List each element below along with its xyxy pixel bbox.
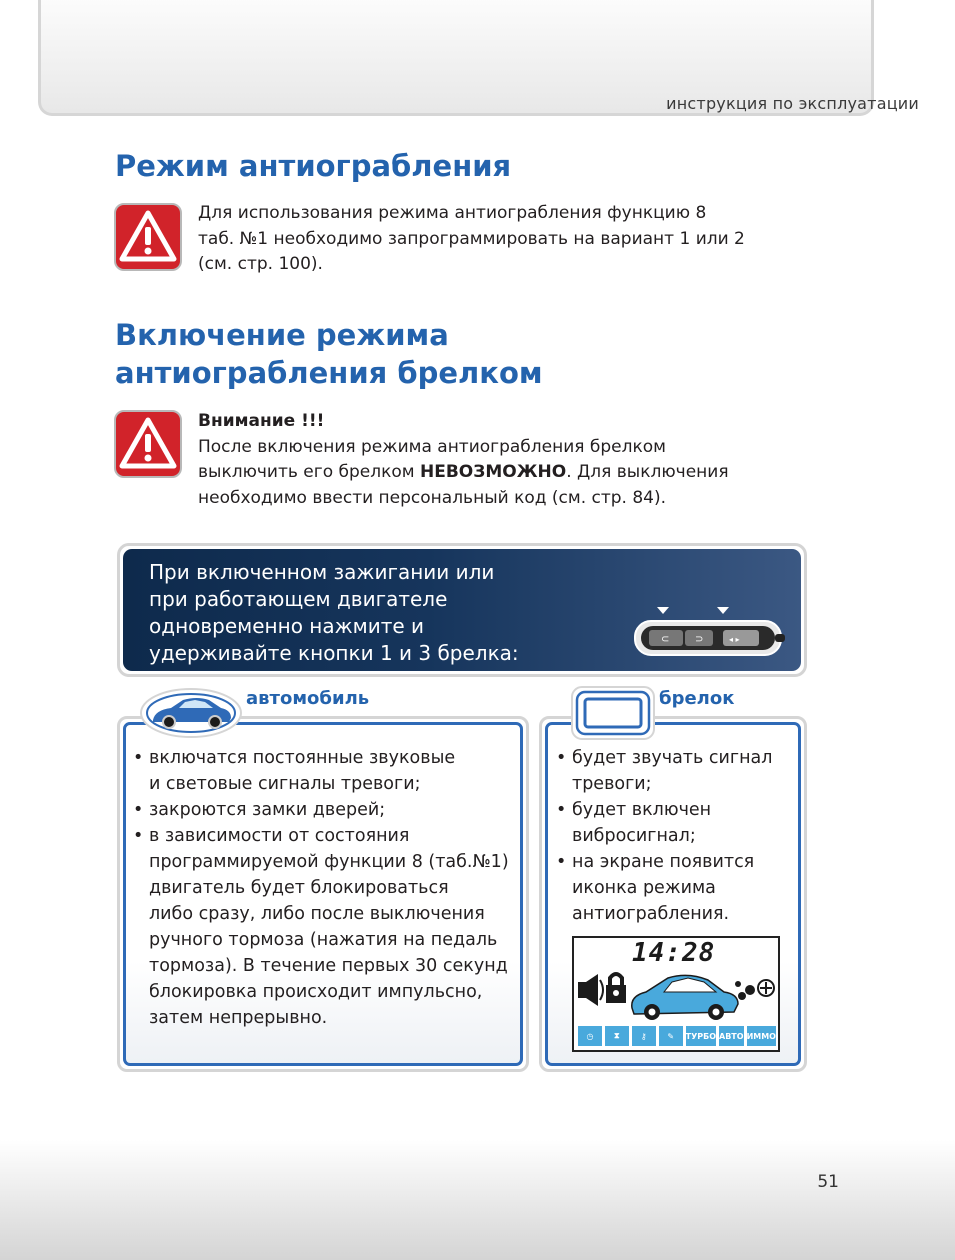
- warning-icon: [114, 203, 182, 271]
- svg-text:◂ ▸: ◂ ▸: [729, 635, 740, 644]
- list-item: • на экране появится иконка режима антиограбления.: [556, 849, 791, 927]
- section2-title-line2: антиограбления брелком: [115, 356, 543, 390]
- lcd-hourglass-icon: ⧗: [605, 1026, 629, 1046]
- section-title-antirobbery: Режим антиограбления: [115, 149, 512, 183]
- list-item: • включатся постоянные звуковые и световые сигналы тревоги;: [133, 745, 518, 797]
- svg-text:⊂: ⊂: [661, 634, 670, 645]
- header-title: инструкция по эксплуатации: [666, 94, 919, 113]
- instruction-line: при работающем двигателе: [149, 587, 448, 611]
- lcd-time: 14:28: [632, 938, 716, 968]
- section1-line: (см. стр. 100).: [198, 254, 323, 274]
- car-effects-list: [133, 745, 518, 1031]
- attention-line: выключить его брелком НЕВОЗМОЖНО. Для выключения: [198, 462, 729, 482]
- keyfob-side-icon: [633, 605, 793, 665]
- lcd-key-icon: ⚷: [632, 1026, 656, 1046]
- section1-line: таб. №1 необходимо запрограммировать на вариант 1 или 2: [198, 228, 745, 249]
- lcd-immo-label: ИММО: [747, 1026, 776, 1046]
- lcd-status-row: [578, 1026, 776, 1046]
- svg-text:⊃: ⊃: [695, 634, 704, 645]
- list-item: • закроются замки дверей;: [133, 797, 518, 823]
- attention-line: необходимо ввести персональный код (см. стр. 84).: [198, 487, 667, 508]
- fob-effects-list: [556, 745, 791, 927]
- instruction-line: удерживайте кнопки 1 и 3 брелка:: [149, 641, 519, 665]
- lcd-wrench-icon: ✎: [659, 1026, 683, 1046]
- section1-line: Для использования режима антиограбления функцию 8: [198, 203, 707, 223]
- lcd-clock-icon: ◷: [578, 1026, 602, 1046]
- page-number: 51: [817, 1172, 839, 1192]
- attention-line: После включения режима антиограбления брелком: [198, 436, 666, 457]
- attention-text: [198, 409, 818, 511]
- impossible-emphasis: НЕВОЗМОЖНО: [420, 462, 567, 482]
- car-icon: [139, 686, 243, 738]
- fob-lcd-screen: [572, 936, 780, 1052]
- lcd-turbo-label: ТУРБО: [686, 1026, 716, 1046]
- instruction-text: [149, 559, 529, 667]
- list-item: • будет звучать сигнал тревоги;: [556, 745, 791, 797]
- warning-icon: [114, 410, 182, 478]
- lcd-car-icon: [576, 966, 776, 1024]
- section-title-enable: [115, 316, 543, 392]
- instruction-line: одновременно нажмите и: [149, 614, 425, 638]
- section2-title-line1: Включение режима: [115, 318, 449, 352]
- attention-heading: Внимание !!!: [198, 411, 325, 431]
- car-panel-label: автомобиль: [246, 688, 370, 709]
- lcd-auto-label: АВТО: [719, 1026, 744, 1046]
- section1-text: [198, 201, 818, 278]
- instruction-line: При включенном зажигании или: [149, 560, 495, 584]
- keyfob-icon: [571, 686, 655, 740]
- list-item: • будет включен вибросигнал;: [556, 797, 791, 849]
- list-item: • в зависимости от состояния программируемой функции 8 (таб.№1) двигатель будет блокироваться либо сразу, либо после выключения ручного тормоза (нажатия на педаль тормоза). В течение первых 30 секунд блокировка происходит импульсно, затем непрерывно.: [133, 823, 518, 1031]
- instruction-box: [117, 543, 807, 677]
- fob-panel-label: брелок: [659, 688, 735, 709]
- page-footer: [0, 1140, 955, 1260]
